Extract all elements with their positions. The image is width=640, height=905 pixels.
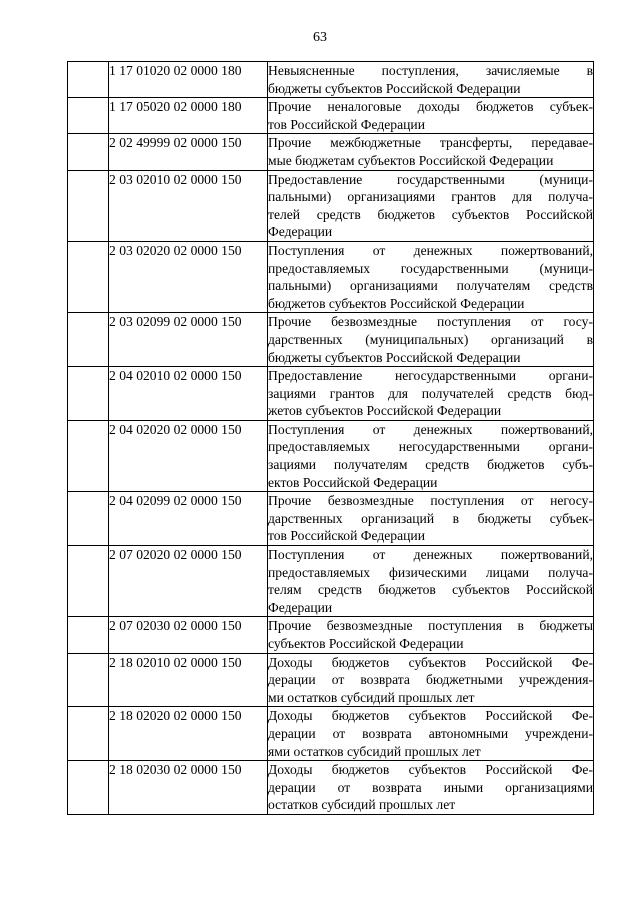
blank-cell	[68, 761, 109, 815]
table-row	[68, 707, 594, 761]
blank-cell	[68, 134, 109, 170]
budget-code-cell: 2 03 02010 02 0000 150	[109, 170, 268, 241]
blank-cell	[68, 546, 109, 617]
blank-cell	[68, 367, 109, 421]
budget-code-cell: 1 17 05020 02 0000 180	[109, 98, 268, 134]
description-cell	[268, 134, 594, 170]
description-cell	[268, 62, 594, 98]
description-line: предоставляемых негосударственными органи-	[268, 439, 593, 455]
description-line: Прочие безвозмездные поступления от негосу-	[268, 493, 593, 509]
table-row	[68, 367, 594, 421]
blank-cell	[68, 241, 109, 312]
description-cell	[268, 617, 594, 653]
budget-code-cell: 2 07 02030 02 0000 150	[109, 617, 268, 653]
description-cell	[268, 241, 594, 312]
table-row	[68, 170, 594, 241]
budget-code-cell: 2 04 02099 02 0000 150	[109, 492, 268, 546]
description-line: мые бюджетам субъектов Российской Федерации	[268, 152, 554, 168]
description-cell	[268, 707, 594, 761]
description-line: ектов Российской Федерации	[268, 474, 438, 490]
description-line: дерации от возврата бюджетными учреждения-	[268, 672, 593, 688]
description-cell	[268, 492, 594, 546]
description-line: Поступления от денежных пожертвований,	[268, 547, 593, 563]
description-line: Прочие межбюджетные трансферты, передавае-	[268, 135, 593, 151]
description-cell	[268, 313, 594, 367]
description-line: зациями грантов для получателей средств бюд-	[268, 385, 593, 401]
description-line: Предоставление негосударственными органи-	[268, 368, 593, 384]
description-line: жетов субъектов Российской Федерации	[268, 403, 502, 419]
description-line: бюджеты субъектов Российской Федерации	[268, 349, 521, 365]
budget-code-cell: 2 07 02020 02 0000 150	[109, 546, 268, 617]
table-row	[68, 546, 594, 617]
description-line: пальными) организациями грантов для получа-	[268, 189, 593, 205]
page-number: 63	[313, 30, 327, 45]
budget-code-cell: 2 02 49999 02 0000 150	[109, 134, 268, 170]
description-line: бюджетов субъектов Российской Федерации	[268, 295, 525, 311]
budget-codes-table	[67, 61, 594, 815]
budget-code-cell: 2 03 02020 02 0000 150	[109, 241, 268, 312]
description-line: Доходы бюджетов субъектов Российской Фе-	[268, 762, 593, 778]
budget-code-cell: 2 18 02030 02 0000 150	[109, 761, 268, 815]
description-line: Прочие безвозмездные поступления в бюджеты	[268, 618, 593, 634]
description-line: телей средств бюджетов субъектов Российской	[268, 206, 593, 222]
table-row	[68, 313, 594, 367]
description-cell	[268, 98, 594, 134]
blank-cell	[68, 707, 109, 761]
description-line: телям средств бюджетов субъектов Российской	[268, 582, 593, 598]
description-line: Прочие безвозмездные поступления от госу-	[268, 314, 593, 330]
description-line: дерации от возврата иными организациями	[268, 779, 593, 795]
table-row	[68, 420, 594, 491]
description-line: зациями получателям средств бюджетов субъ-	[268, 457, 593, 473]
blank-cell	[68, 617, 109, 653]
blank-cell	[68, 98, 109, 134]
description-line: Прочие неналоговые доходы бюджетов субъек-	[268, 99, 593, 115]
blank-cell	[68, 170, 109, 241]
description-line: Доходы бюджетов субъектов Российской Фе-	[268, 654, 593, 670]
blank-cell	[68, 653, 109, 707]
budget-code-cell: 1 17 01020 02 0000 180	[109, 62, 268, 98]
blank-cell	[68, 62, 109, 98]
budget-code-cell: 2 04 02020 02 0000 150	[109, 420, 268, 491]
description-cell	[268, 170, 594, 241]
description-cell	[268, 761, 594, 815]
description-line: Поступления от денежных пожертвований,	[268, 242, 593, 258]
description-line: дерации от возврата автономными учреждени-	[268, 725, 593, 741]
description-line: субъектов Российской Федерации	[268, 636, 464, 651]
description-cell	[268, 420, 594, 491]
description-line: Предоставление государственными (муници-	[268, 171, 593, 187]
table-row	[68, 761, 594, 815]
description-line: Невыясненные поступления, зачисляемые в	[268, 63, 593, 78]
description-line: предоставляемых физическими лицами получа-	[268, 564, 593, 580]
description-line: остатков субсидий прошлых лет	[268, 797, 456, 813]
budget-code-cell: 2 04 02010 02 0000 150	[109, 367, 268, 421]
description-line: тов Российской Федерации	[268, 528, 425, 544]
table-row	[68, 617, 594, 653]
budget-code-cell: 2 18 02020 02 0000 150	[109, 707, 268, 761]
description-line: Доходы бюджетов субъектов Российской Фе-	[268, 708, 593, 724]
description-cell	[268, 653, 594, 707]
description-cell	[268, 546, 594, 617]
description-line: ми остатков субсидий прошлых лет	[268, 689, 475, 705]
table-row	[68, 98, 594, 134]
blank-cell	[68, 313, 109, 367]
table-row	[68, 653, 594, 707]
description-cell	[268, 367, 594, 421]
blank-cell	[68, 492, 109, 546]
table-row	[68, 134, 594, 170]
description-line: Федерации	[268, 599, 333, 615]
description-line: дарственных организаций в бюджеты субъек-	[268, 510, 593, 526]
description-line: Федерации	[268, 224, 333, 240]
description-line: предоставляемых государственными (муници-	[268, 260, 593, 276]
description-line: тов Российской Федерации	[268, 116, 425, 132]
description-line: дарственных (муниципальных) организаций в	[268, 331, 593, 347]
table-row	[68, 492, 594, 546]
table-row	[68, 241, 594, 312]
description-line: бюджеты субъектов Российской Федерации	[268, 80, 521, 96]
blank-cell	[68, 420, 109, 491]
table-row	[68, 62, 594, 98]
description-line: Поступления от денежных пожертвований,	[268, 421, 593, 437]
budget-code-cell: 2 03 02099 02 0000 150	[109, 313, 268, 367]
table-body	[68, 62, 594, 815]
description-line: ями остатков субсидий прошлых лет	[268, 743, 481, 759]
description-line: пальными) организациями получателям средств	[268, 278, 593, 294]
budget-code-cell: 2 18 02010 02 0000 150	[109, 653, 268, 707]
